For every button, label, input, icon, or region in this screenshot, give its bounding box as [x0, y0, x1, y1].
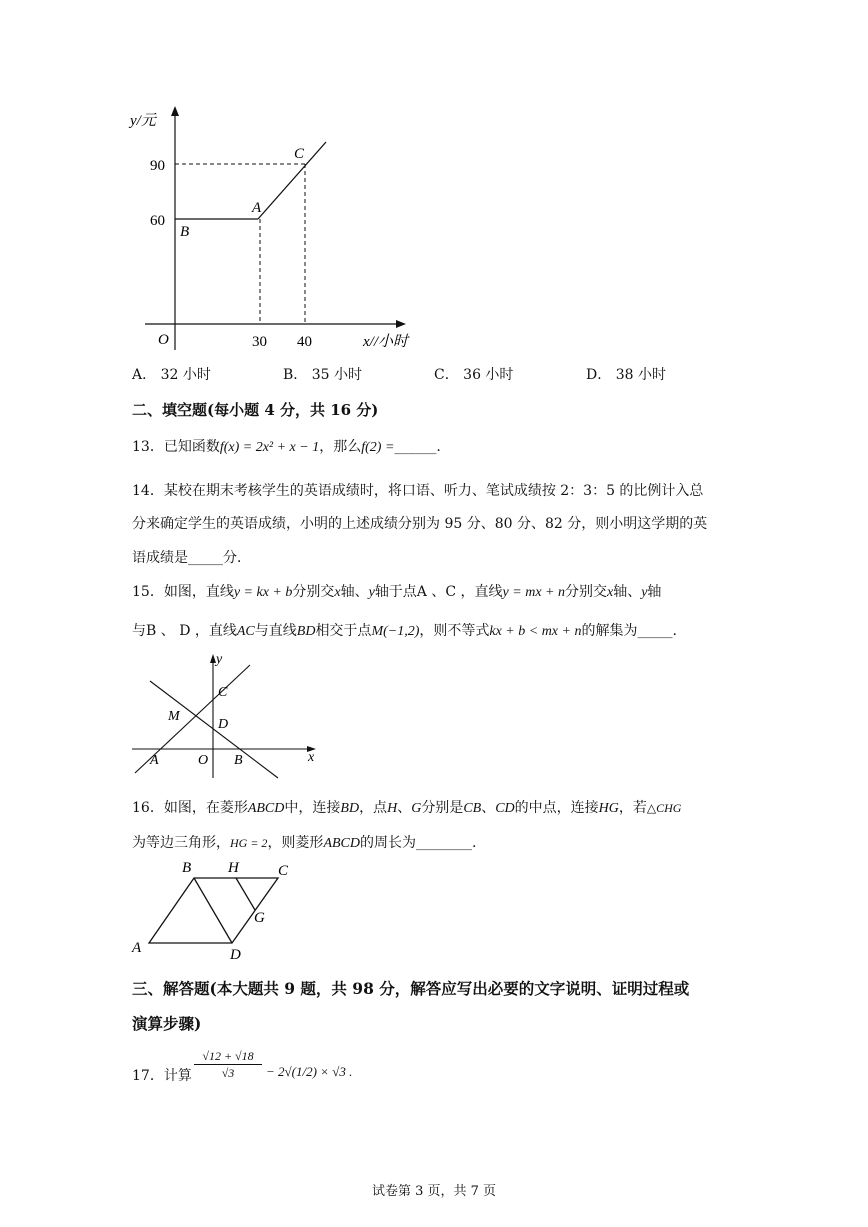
point-m-label: M: [168, 709, 180, 724]
y-axis-arrow: [171, 106, 179, 116]
tick-30: 30: [252, 334, 267, 350]
point-c-label: C: [278, 863, 289, 879]
fraction-numerator: √12 + √18: [194, 1048, 262, 1065]
point-b-label: B: [182, 860, 192, 876]
x-label: x: [308, 750, 315, 765]
x-axis-arrow: [396, 320, 406, 328]
y-label: y: [216, 652, 223, 667]
cost-graph: [120, 100, 420, 360]
point-c-label: C: [218, 685, 228, 700]
point-a-label: A: [252, 200, 262, 216]
origin-label: O: [158, 332, 169, 348]
rhombus-figure: [130, 855, 305, 965]
question-15-line-1: 15．如图，直线y = kx + b分别交x轴、y轴于点A 、C ，直线y = mx + n分别交x轴、y轴: [132, 584, 662, 600]
section-2-title: 二、填空题(每小题 4 分，共 16 分): [132, 401, 379, 419]
question-17-rest: − 2√(1/2) × √3 .: [266, 1064, 353, 1079]
section-3-title-line-2: 演算步骤): [132, 1014, 202, 1033]
y-axis-label: y/元: [130, 113, 156, 129]
question-14-line-2: 分来确定学生的英语成绩，小明的上述成绩分别为 95 分、80 分、82 分，则小明这学期的英: [132, 516, 708, 532]
question-14-line-1: 14．某校在期末考核学生的英语成绩时，将口语、听力、笔试成绩按 2：3：5 的比例计入总: [132, 483, 704, 499]
tick-90: 90: [150, 158, 165, 174]
point-h-label: H: [228, 860, 239, 876]
point-b-label: B: [234, 753, 243, 768]
section-3-title-line-1: 三、解答题(本大题共 9 题，共 98 分，解答应写出必要的文字说明、证明过程或: [132, 979, 690, 998]
question-15-line-2: 与B 、 D ，直线AC与直线BD相交于点M(−1,2)，则不等式kx + b < mx + n的解集为_____.: [132, 623, 677, 639]
origin-label: O: [198, 753, 209, 768]
segment-ac: [258, 142, 326, 219]
point-g-label: G: [254, 910, 265, 926]
page-footer: 试卷第 3 页，共 7 页: [371, 1184, 497, 1199]
point-c-label: C: [294, 146, 305, 162]
option-c: C． 36 小时: [434, 367, 514, 383]
lines-graph: [130, 648, 330, 783]
question-16-line-2: 为等边三角形，HG = 2，则菱形ABCD的周长为________.: [132, 835, 477, 851]
tick-60: 60: [150, 213, 165, 229]
line-bd: [150, 681, 278, 778]
option-d: D． 38 小时: [586, 367, 666, 383]
question-16-line-1: 16．如图，在菱形ABCD中，连接BD，点H、G分别是CB、CD的中点，连接HG，若△CHG: [132, 800, 682, 816]
option-a: A． 32 小时: [132, 367, 211, 383]
segment-hg: [236, 878, 255, 910]
point-d-label: D: [230, 947, 241, 963]
point-a-label: A: [150, 753, 159, 768]
point-a-label: A: [132, 940, 142, 956]
question-17-label: 17．计算: [132, 1068, 192, 1084]
question-13: 13．已知函数f(x) = 2x² + x − 1，那么f(2) =______.: [132, 439, 441, 455]
x-axis-label: x//小时: [363, 334, 408, 350]
tick-40: 40: [297, 334, 312, 350]
option-b: B． 35 小时: [283, 367, 363, 383]
fraction-denominator: √3: [221, 1066, 235, 1080]
point-b-label: B: [180, 224, 190, 240]
diagonal-bd: [194, 878, 232, 943]
question-17-fraction: [194, 1048, 262, 1081]
question-14-line-3: 语成绩是_____分．: [132, 550, 251, 566]
point-d-label: D: [218, 717, 229, 732]
